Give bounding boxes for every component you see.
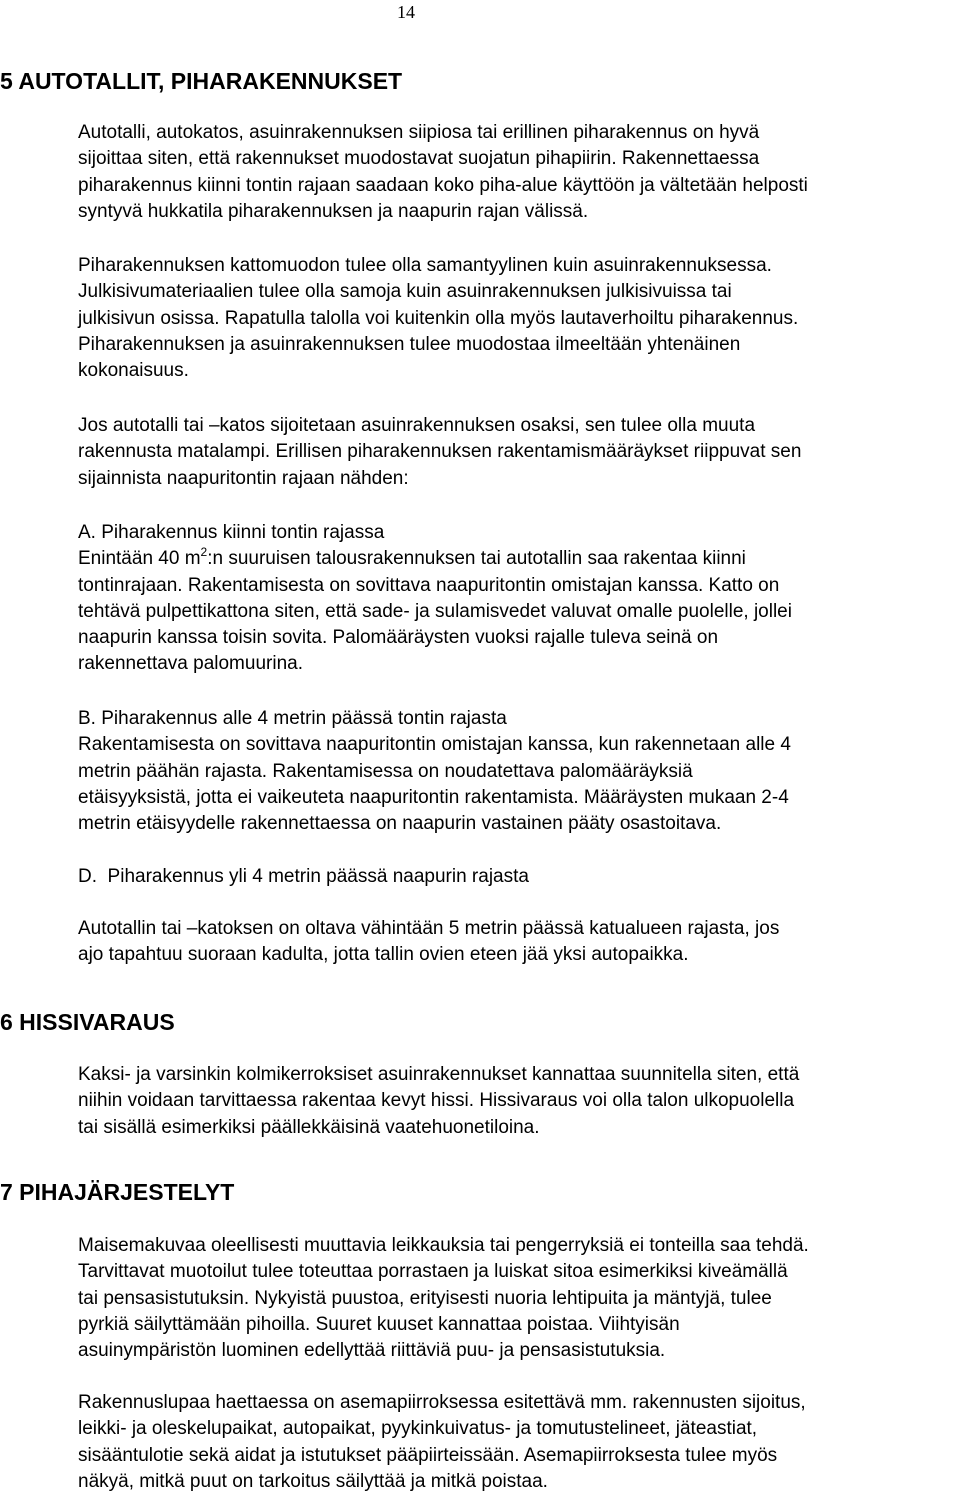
text-line: julkisivun osissa. Rapatulla talolla voi kuitenkin olla myös lautaverhoiltu piharakennus. xyxy=(78,307,799,329)
paragraph xyxy=(78,253,960,384)
area-line xyxy=(78,546,960,572)
text-line: niihin voidaan tarvittaessa rakentaa kevyt hissi. Hissivaraus voi olla talon ulkopuolella xyxy=(78,1090,795,1112)
text-line: sijainnista naapuritontin rajaan nähden: xyxy=(78,467,409,489)
paragraph xyxy=(78,1233,960,1364)
text-line: Piharakennuksen ja asuinrakennuksen tulee muodostaa ilmeeltään yhtenäinen xyxy=(78,333,741,355)
paragraph xyxy=(78,413,960,492)
text-line: rakennusta matalampi. Erillisen piharakennuksen rakentamismääräykset riippuvat sen xyxy=(78,441,802,463)
subheading-a: A. Piharakennus kiinni tontin rajassa xyxy=(78,522,385,543)
paragraph xyxy=(78,1062,960,1141)
page-number: 14 xyxy=(397,2,415,22)
subheading-b: B. Piharakennus alle 4 metrin päässä tontin rajasta xyxy=(78,708,507,729)
text-line: pyrkiä säilyttämään pihoilla. Suuret kuuset kannattaa poistaa. Viihtyisän xyxy=(78,1313,680,1335)
paragraph xyxy=(78,120,960,225)
text-line: metrin päähän rajasta. Rakentamisessa on noudatettava palomääräyksiä xyxy=(78,760,693,782)
text-line: Julkisivumateriaalien tulee olla samoja kuin asuinrakennuksen julkisivuissa tai xyxy=(78,281,732,303)
text-line: Rakennuslupaa haettaessa on asemapiirroksessa esitettävä mm. rakennusten sijoitus, xyxy=(78,1392,806,1413)
text-line: näkyä, mitkä puut on tarkoitus säilyttää ja mitkä poistaa. xyxy=(78,1470,548,1492)
text-line: sijoittaa siten, että rakennukset muodostavat suojatun pihapiirin. Rakennettaessa xyxy=(78,148,760,170)
paragraph xyxy=(78,864,960,890)
text-line: Jos autotalli tai –katos sijoitetaan asuinrakennuksen osaksi, sen tulee olla muuta xyxy=(78,415,756,436)
text-line: Tarvittavat muotoilut tulee toteuttaa porrastaen ja luiskat sitoa esimerkiksi kiveämällä xyxy=(78,1261,788,1283)
text-line: naapurin kanssa toisin sovita. Palomääräysten vuoksi rajalle tuleva seinä on xyxy=(78,627,719,649)
area-line-start: Enintään 40 m xyxy=(78,548,201,570)
superscript: 2 xyxy=(200,544,208,559)
paragraph xyxy=(78,1390,960,1495)
text-line: tontinrajaan. Rakentamisesta on sovittava naapuritontin omistajan kanssa. Katto on xyxy=(78,574,780,596)
text-line: ajo tapahtuu suoraan kadulta, jotta tallin ovien eteen jää yksi autopaikka. xyxy=(78,944,689,966)
paragraph xyxy=(78,520,960,678)
text-line: tai sisällä esimerkiksi päällekkäisinä vaatehuonetiloina. xyxy=(78,1116,540,1138)
section-heading: 7 PIHAJÄRJESTELYT xyxy=(0,1179,235,1205)
paragraph xyxy=(78,916,960,969)
text-line: Piharakennuksen kattomuodon tulee olla samantyylinen kuin asuinrakennuksessa. xyxy=(78,255,772,276)
text-line: sisääntulotie sekä aidat ja istutukset pääpiirteissään. Asemapiirroksesta tulee myös xyxy=(78,1444,778,1466)
text-line: leikki- ja oleskelupaikat, autopaikat, pyykinkuivatus- ja tomutustelineet, jäteastiat, xyxy=(78,1418,758,1440)
section-heading: 6 HISSIVARAUS xyxy=(0,1009,175,1035)
subheading-d: D. Piharakennus yli 4 metrin päässä naapurin rajasta xyxy=(78,866,529,887)
text-line: etäisyyksistä, jotta ei vaikeuteta naapuritontin rakentamista. Määräysten mukaan 2-4 xyxy=(78,786,789,808)
text-line: Autotallin tai –katoksen on oltava vähintään 5 metrin päässä katualueen rajasta, jos xyxy=(78,918,780,939)
text-line: syntyvä hukkatila piharakennuksen ja naapurin rajan välissä. xyxy=(78,200,589,222)
text-line: rakennettava palomuurina. xyxy=(78,653,303,675)
text-line: kokonaisuus. xyxy=(78,360,189,382)
paragraph xyxy=(78,706,960,837)
text-line: metrin etäisyydelle rakennettaessa on naapurin vastainen pääty osastoitava. xyxy=(78,813,722,835)
text-line: Autotalli, autokatos, asuinrakennuksen siipiosa tai erillinen piharakennus on hyvä xyxy=(78,122,760,143)
text-line: tehtävä pulpettikattona siten, että sade- ja sulamisvedet valuvat omalle puolelle, jollei xyxy=(78,600,792,622)
text-line: piharakennus kiinni tontin rajaan saadaan koko piha-alue käyttöön ja vältetään helposti xyxy=(78,174,808,196)
text-line: Maisemakuvaa oleellisesti muuttavia leikkauksia tai pengerryksiä ei tonteilla saa tehdä. xyxy=(78,1235,809,1256)
text-line: Kaksi- ja varsinkin kolmikerroksiset asuinrakennukset kannattaa suunnitella siten, että xyxy=(78,1064,800,1085)
section-heading: 5 AUTOTALLIT, PIHARAKENNUKSET xyxy=(0,68,403,94)
text-line: Rakentamisesta on sovittava naapuritontin omistajan kanssa, kun rakennetaan alle 4 xyxy=(78,734,791,756)
text-line: asuinympäristön luominen edellyttää riittäviä puu- ja pensasistutuksia. xyxy=(78,1340,666,1362)
area-line-end: :n suuruisen talousrakennuksen tai autotallin saa rakentaa kiinni xyxy=(207,548,746,570)
text-line: tai pensasistutuksin. Nykyistä puustoa, erityisesti nuoria lehtipuita ja mäntyjä, tulee xyxy=(78,1287,772,1309)
